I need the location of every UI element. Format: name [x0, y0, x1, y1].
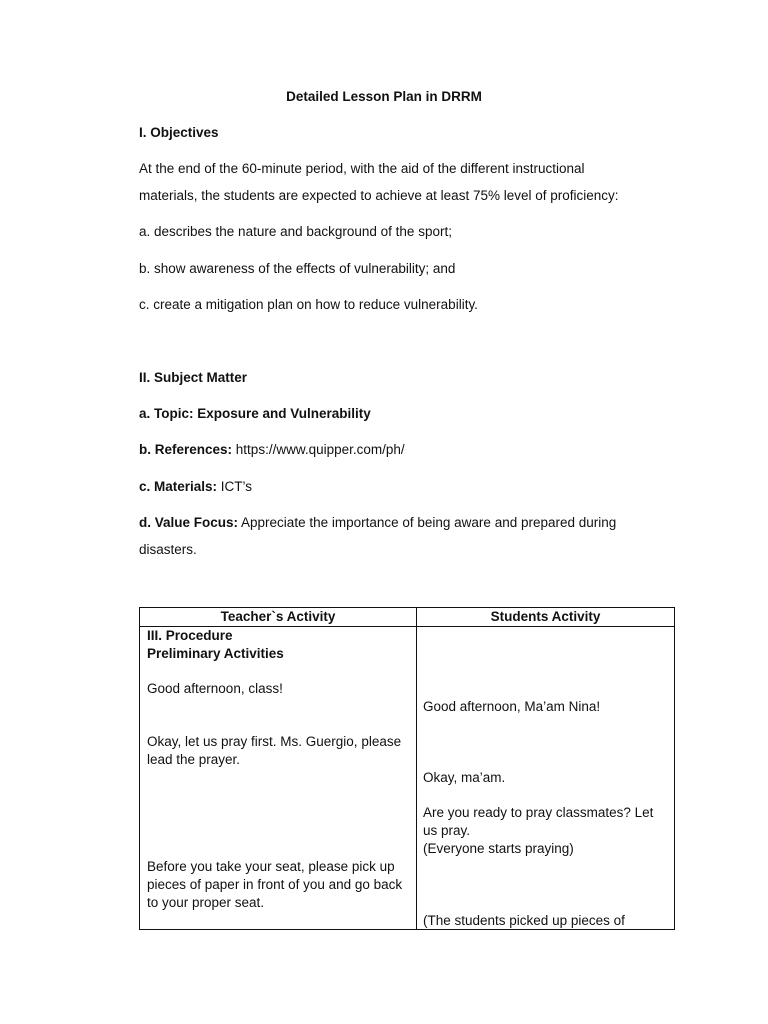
objective-item-a: a. describes the nature and background of the sport; [139, 224, 452, 239]
subject-matter-heading: II. Subject Matter [139, 370, 248, 385]
student-acknowledge: Okay, ma’am. [423, 770, 506, 785]
student-prayer-call: Are you ready to pray classmates? Let us pray. [423, 805, 654, 838]
activities-table [139, 607, 675, 930]
teacher-cleanup-request: Before you take your seat, please pick up pieces of paper in front of you and go back to your proper seat. [147, 859, 403, 910]
objective-item-c: c. create a mitigation plan on how to reduce vulnerability. [139, 297, 478, 312]
references-label: b. References: [139, 442, 233, 457]
objective-item-b: b. show awareness of the effects of vulnerability; and [139, 261, 456, 276]
preliminary-heading: Preliminary Activities [147, 646, 284, 661]
value-focus-line [139, 514, 616, 532]
materials-value: ICT’s [217, 479, 253, 494]
teacher-prayer-request: Okay, let us pray first. Ms. Guergio, please lead the prayer. [147, 734, 402, 767]
objectives-heading: I. Objectives [139, 125, 219, 140]
student-greeting: Good afternoon, Ma’am Nina! [423, 699, 601, 714]
topic-line: a. Topic: Exposure and Vulnerability [139, 406, 371, 421]
column-divider [416, 608, 417, 929]
value-focus-continued: disasters. [139, 542, 197, 557]
objectives-intro-line-2: materials, the students are expected to achieve at least 75% level of proficiency: [139, 188, 619, 203]
teacher-activity-header: Teacher`s Activity [220, 609, 336, 624]
students-activity-header: Students Activity [490, 609, 601, 624]
procedure-heading: III. Procedure [147, 628, 233, 643]
value-focus-label: d. Value Focus: [139, 515, 239, 530]
materials-label: c. Materials: [139, 479, 218, 494]
references-link[interactable]: https://www.quipper.com/ph/ [232, 442, 405, 457]
document-title: Detailed Lesson Plan in DRRM [286, 89, 482, 104]
teacher-greeting: Good afternoon, class! [147, 681, 283, 696]
student-praying: (Everyone starts praying) [423, 841, 574, 856]
value-focus-text: Appreciate the importance of being aware and prepared during [238, 515, 617, 530]
materials-line [139, 478, 252, 496]
references-line [139, 441, 405, 459]
objectives-intro-line-1: At the end of the 60-minute period, with the aid of the different instructional [139, 161, 585, 176]
student-cleanup-response: (The students picked up pieces of [423, 913, 625, 928]
